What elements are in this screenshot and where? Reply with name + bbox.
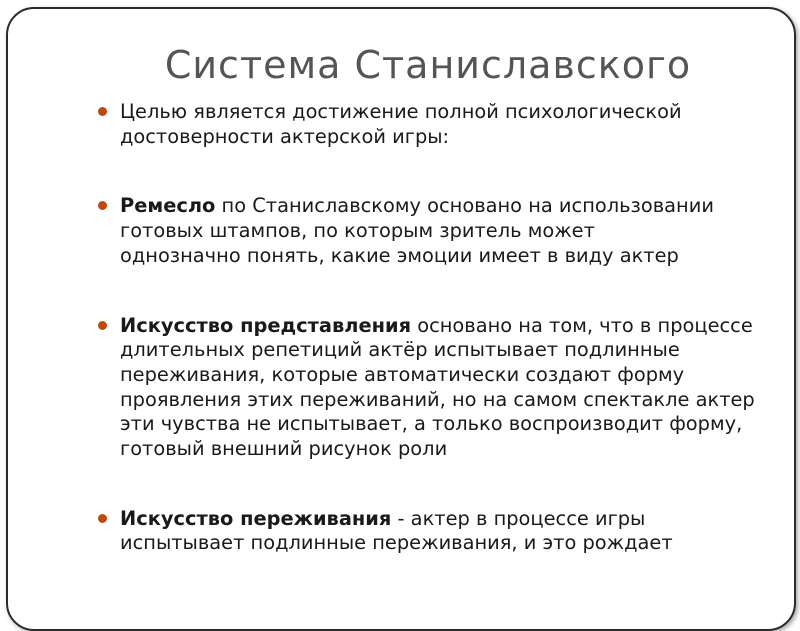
slide-frame [6,7,796,631]
bullet-text: по Станиславскому основано на использовании готовых штампов, по которым зритель может однозначно понять, какие эмоции имеет в виду актер [120,194,714,267]
slide-title: Система Станиславского [164,43,692,87]
bullet-term: Искусство представления [120,313,412,337]
bullet-text: Целью является достижение полной психологической достоверности актерской игры: [120,100,682,148]
bullet-dot-icon [98,201,107,210]
bullet-item-craft [92,194,720,268]
bullet-dot-icon [98,514,107,523]
bullet-text: основано на том, что в процессе длительных репетиций актёр испытывает подлинные переживания, которые автоматически создают форму проявления этих переживаний, но на самом спектакле актер эти чувства не испытывает, а только воспроизводит форму, готовый внешний рисунок роли [120,313,755,461]
bullet-item-representation [92,314,780,462]
bullet-list [92,100,772,601]
bullet-term: Искусство переживания [120,506,392,530]
bullet-item-goal [92,100,720,149]
bullet-item-experience [92,507,740,556]
bullet-dot-icon [98,107,107,116]
bullet-text: - актер в процессе игры испытывает подлинные переживания, и это рождает [120,506,673,555]
bullet-term: Ремесло [120,194,216,218]
bullet-dot-icon [98,321,107,330]
